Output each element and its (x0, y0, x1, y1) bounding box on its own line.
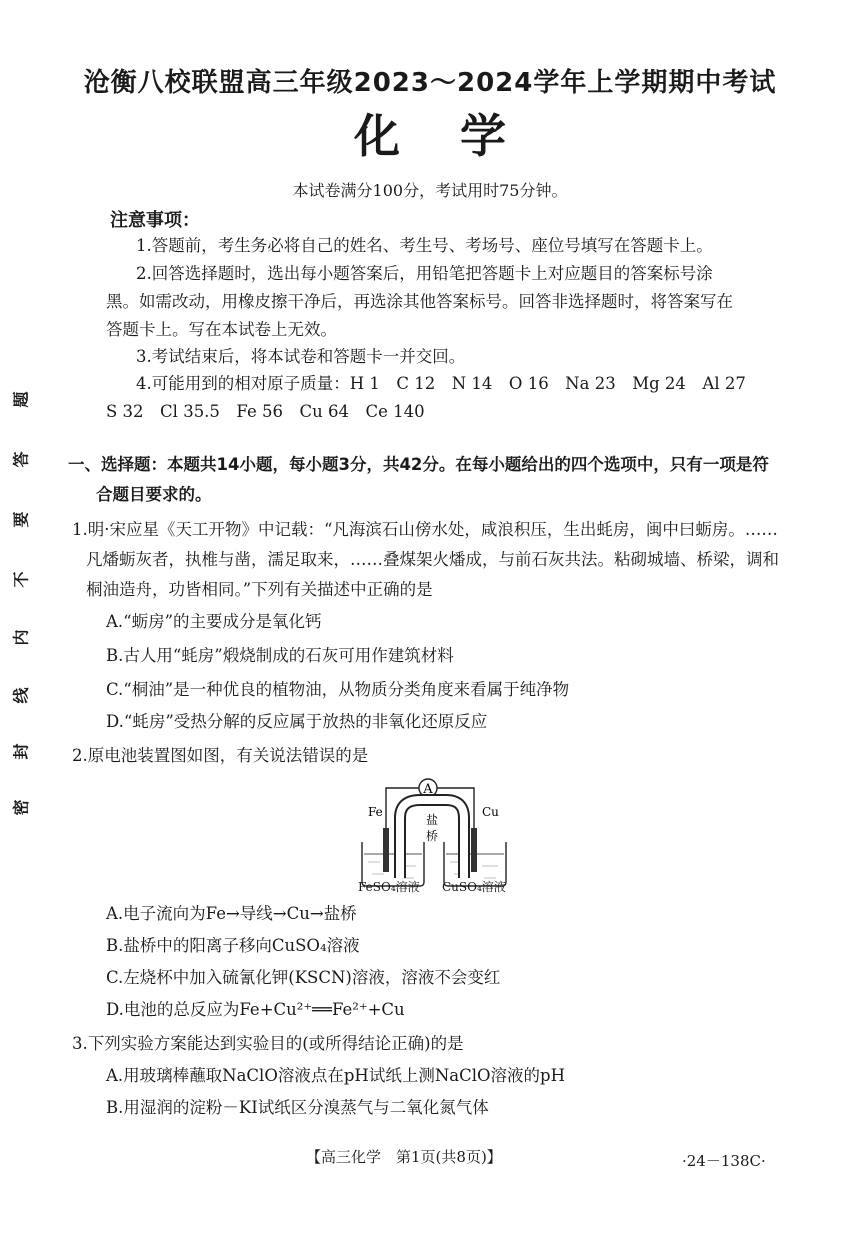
note-line: 3.考试结束后，将本试卷和答题卡一并交回。 (136, 347, 466, 366)
right-electrode-label: Cu (482, 805, 499, 819)
margin-char: 内 (11, 629, 31, 646)
margin-char: 答 (11, 451, 31, 468)
q2-option-a: A.电子流向为Fe→导线→Cu→盐桥 (106, 904, 357, 923)
note-line: 4.可能用到的相对原子质量：H 1 C 12 N 14 O 16 Na 23 Mg 24 Al 27 (136, 374, 746, 393)
section-heading-cont: 合题目要求的。 (96, 485, 212, 504)
bridge-label: 盐 (425, 813, 439, 827)
exam-title: 沧衡八校联盟高三年级2023～2024学年上学期期中考试 (83, 68, 777, 98)
q1-stem: 桐油造舟，功皆相同。”下列有关描述中正确的是 (86, 580, 433, 599)
q2-option-b: B.盐桥中的阳离子移向CuSO₄溶液 (106, 936, 360, 955)
ammeter-label: A (423, 782, 433, 797)
q2-stem: 2.原电池装置图如图，有关说法错误的是 (72, 746, 369, 765)
margin-char: 封 (11, 743, 31, 760)
q1-stem: 1.明·宋应星《天工开物》中记载：“凡海滨石山傍水处，咸浪积压，生出蚝房，闽中曰蛎房。…… (72, 520, 778, 539)
paper-code: ·24－138C· (682, 1152, 766, 1170)
margin-char: 要 (11, 511, 31, 528)
left-electrode-label: Fe (368, 805, 383, 819)
notes-title: 注意事项： (110, 210, 200, 231)
note-line: 黑。如需改动，用橡皮擦干净后，再选涂其他答案标号。回答非选择题时，将答案写在 (106, 292, 733, 311)
q1-stem: 凡燔蛎灰者，执椎与凿，濡足取来，……叠煤架火燔成，与前石灰共法。粘砌城墙、桥梁，调和 (86, 550, 779, 569)
q1-option-c: C.“桐油”是一种优良的植物油，从物质分类角度来看属于纯净物 (106, 680, 570, 699)
q1-option-d: D.“蚝房”受热分解的反应属于放热的非氧化还原反应 (106, 712, 488, 731)
exam-info: 本试卷满分100分，考试用时75分钟。 (292, 181, 568, 200)
note-line: 1.答题前，考生务必将自己的姓名、考生号、考场号、座位号填写在答题卡上。 (136, 236, 713, 255)
margin-char: 题 (11, 391, 31, 408)
note-line: S 32 Cl 35.5 Fe 56 Cu 64 Ce 140 (106, 402, 425, 421)
note-line: 2.回答选择题时，选出每小题答案后，用铅笔把答题卡上对应题目的答案标号涂 (136, 264, 713, 283)
margin-char: 密 (11, 799, 31, 816)
page-footer: 【高三化学 第1页(共8页)】 (306, 1148, 502, 1166)
q3-option-a: A.用玻璃棒蘸取NaClO溶液点在pH试纸上测NaClO溶液的pH (106, 1066, 565, 1085)
galvanic-cell-diagram (350, 770, 530, 894)
margin-char: 不 (11, 571, 31, 588)
q2-option-d: D.电池的总反应为Fe+Cu²⁺══Fe²⁺+Cu (106, 1000, 405, 1019)
note-line: 答题卡上。写在本试卷上无效。 (106, 320, 337, 339)
q2-option-c: C.左烧杯中加入硫氰化钾(KSCN)溶液，溶液不会变红 (106, 968, 501, 987)
right-solution-label: CuSO₄溶液 (442, 880, 506, 894)
left-solution-label: FeSO₄溶液 (358, 880, 420, 894)
q1-option-b: B.古人用“蚝房”煅烧制成的石灰可用作建筑材料 (106, 646, 454, 665)
bridge-label: 桥 (425, 829, 439, 843)
margin-char: 线 (11, 687, 31, 704)
q3-option-b: B.用湿润的淀粉－KI试纸区分溴蒸气与二氧化氮气体 (106, 1098, 489, 1117)
q3-stem: 3.下列实验方案能达到实验目的(或所得结论正确)的是 (72, 1034, 464, 1053)
subject-title: 化学 (354, 109, 566, 163)
section-heading: 一、选择题：本题共14小题，每小题3分，共42分。在每小题给出的四个选项中，只有一项是符 (68, 455, 769, 474)
q1-option-a: A.“蛎房”的主要成分是氧化钙 (106, 612, 322, 631)
